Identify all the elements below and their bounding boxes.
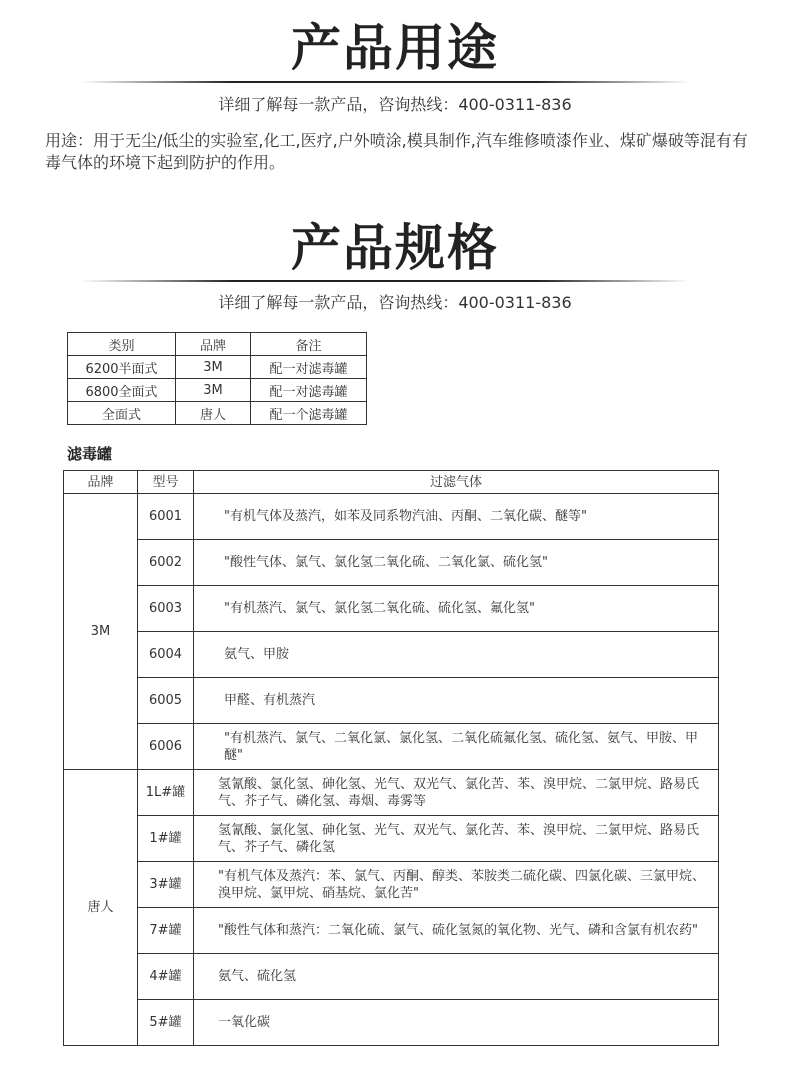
table-row [64, 816, 719, 862]
gases-cell: "有机蒸汽、氯气、氯化氢二氧化硫、硫化氢、氟化氢" [194, 586, 719, 632]
cell: 6800全面式 [68, 379, 176, 402]
table-row [64, 678, 719, 724]
cell: 3M [176, 356, 251, 379]
model-cell: 5#罐 [138, 1000, 194, 1046]
table-row [64, 862, 719, 908]
cell: 配一个滤毒罐 [251, 402, 367, 425]
divider [80, 81, 690, 83]
cell: 唐人 [176, 402, 251, 425]
cell: 全面式 [68, 402, 176, 425]
header-cell: 品牌 [176, 333, 251, 356]
model-cell: 6001 [138, 494, 194, 540]
table-header-row [68, 333, 367, 356]
table-row [64, 1000, 719, 1046]
header-cell: 型号 [138, 471, 194, 494]
table-row [64, 632, 719, 678]
table-row [64, 724, 719, 770]
model-cell: 1L#罐 [138, 770, 194, 816]
divider [80, 280, 690, 282]
gases-cell: 氢氰酸、氯化氢、砷化氢、光气、双光气、氯化苦、苯、溴甲烷、二氯甲烷、路易氏气、芥子气、磷化氢、毒烟、毒雾等 [194, 770, 719, 816]
cell: 6200半面式 [68, 356, 176, 379]
table-row [68, 379, 367, 402]
gases-cell: "有机气体及蒸汽：苯、氯气、丙酮、醇类、苯胺类二硫化碳、四氯化碳、三氯甲烷、溴甲烷、氯甲烷、硝基烷、氯化苦" [194, 862, 719, 908]
gases-cell: 一氧化碳 [194, 1000, 719, 1046]
usage-text: 用途：用于无尘/低尘的实验室,化工,医疗,户外喷涂,模具制作,汽车维修喷漆作业、煤矿爆破等混有有毒气体的环境下起到防护的作用。 [45, 131, 748, 172]
table-row [64, 586, 719, 632]
cell: 配一对滤毒罐 [251, 356, 367, 379]
gases-cell: "有机气体及蒸汽，如苯及同系物汽油、丙酮、二氧化碳、醚等" [194, 494, 719, 540]
spec-title: 产品规格 [291, 219, 499, 277]
gases-cell: "酸性气体、氯气、氯化氢二氧化硫、二氧化氯、硫化氢" [194, 540, 719, 586]
gases-cell: "酸性气体和蒸汽：二氧化硫、氯气、硫化氢氮的氧化物、光气、磷和含氯有机农药" [194, 908, 719, 954]
filter-table [63, 470, 719, 1046]
usage-title: 产品用途 [291, 19, 499, 77]
model-cell: 7#罐 [138, 908, 194, 954]
model-cell: 6002 [138, 540, 194, 586]
header-cell: 备注 [251, 333, 367, 356]
usage-subtitle: 详细了解每一款产品，咨询热线：400-0311-836 [218, 95, 572, 114]
table-row [64, 540, 719, 586]
table-row [68, 402, 367, 425]
model-cell: 6003 [138, 586, 194, 632]
table-row [64, 954, 719, 1000]
model-cell: 6004 [138, 632, 194, 678]
model-cell: 4#罐 [138, 954, 194, 1000]
gases-cell: 氢氰酸、氯化氢、砷化氢、光气、双光气、氯化苦、苯、溴甲烷、二氯甲烷、路易氏气、芥子气、磷化氢 [194, 816, 719, 862]
table-header-row [64, 471, 719, 494]
header-cell: 品牌 [64, 471, 138, 494]
model-cell: 6005 [138, 678, 194, 724]
gases-cell: 氨气、硫化氢 [194, 954, 719, 1000]
gases-cell: 氨气、甲胺 [194, 632, 719, 678]
brand-cell: 3M [64, 494, 138, 770]
cell: 3M [176, 379, 251, 402]
table-row [64, 494, 719, 540]
model-cell: 6006 [138, 724, 194, 770]
spec-table [67, 332, 367, 425]
table-row [64, 908, 719, 954]
model-cell: 3#罐 [138, 862, 194, 908]
table-row [68, 356, 367, 379]
spec-subtitle: 详细了解每一款产品，咨询热线：400-0311-836 [218, 293, 572, 312]
table-row [64, 770, 719, 816]
gases-cell: "有机蒸汽、氯气、二氧化氯、氯化氢、二氧化硫氟化氢、硫化氢、氨气、甲胺、甲醚" [194, 724, 719, 770]
header-cell: 过滤气体 [194, 471, 719, 494]
gases-cell: 甲醛、有机蒸汽 [194, 678, 719, 724]
filter-section-title: 滤毒罐 [67, 445, 113, 463]
cell: 配一对滤毒罐 [251, 379, 367, 402]
brand-cell: 唐人 [64, 770, 138, 1046]
header-cell: 类别 [68, 333, 176, 356]
model-cell: 1#罐 [138, 816, 194, 862]
